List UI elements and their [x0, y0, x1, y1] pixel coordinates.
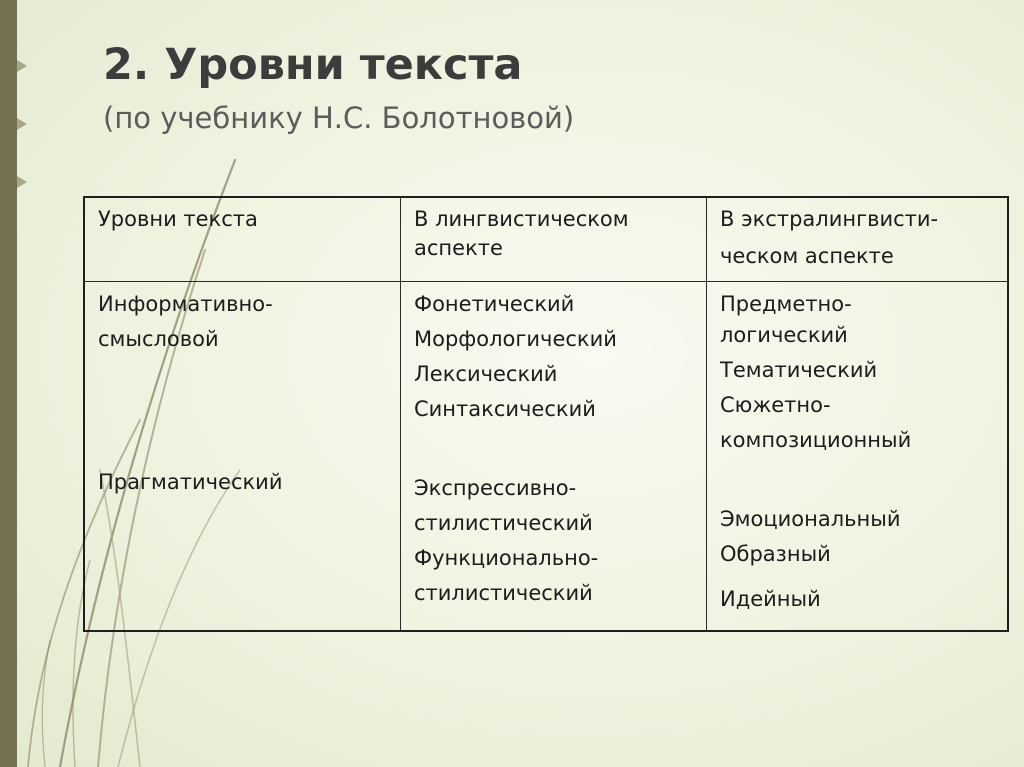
header-cell-levels	[84, 197, 401, 282]
header-cell-linguistic	[401, 197, 707, 282]
levels-cell	[84, 282, 401, 632]
extralinguistic-item-thematic: Тематический	[720, 358, 878, 382]
linguistic-item-functional-line1: Функционально-	[414, 546, 599, 570]
linguistic-aspect-cell	[401, 282, 707, 632]
header-linguistic-line2: аспекте	[414, 236, 503, 260]
table-body-row	[84, 282, 1008, 632]
extralinguistic-item-plot-line1: Сюжетно-	[720, 393, 831, 417]
extralinguistic-item-ideological: Идейный	[720, 587, 821, 611]
extralinguistic-item-subject-line2: логический	[720, 323, 848, 347]
table-header-row	[84, 197, 1008, 282]
linguistic-item-expressive-line2: стилистический	[414, 511, 593, 535]
level-informative-line2: смысловой	[98, 327, 219, 351]
header-levels-label: Уровни текста	[98, 207, 258, 231]
linguistic-item-syntactic: Синтаксический	[414, 397, 596, 421]
extralinguistic-item-subject-line1: Предметно-	[720, 292, 852, 316]
linguistic-item-phonetic: Фонетический	[414, 292, 575, 316]
extralinguistic-item-plot-line2: композиционный	[720, 428, 912, 452]
slide-subtitle: (по учебнику Н.С. Болотновой)	[103, 101, 575, 135]
linguistic-item-morphological: Морфологический	[414, 327, 617, 351]
header-linguistic-line1: В лингвистическом	[414, 207, 629, 231]
linguistic-item-lexical: Лексический	[414, 362, 558, 386]
slide-title: 2. Уровни текста	[103, 40, 523, 90]
linguistic-item-functional-line2: стилистический	[414, 581, 593, 605]
extralinguistic-aspect-cell	[707, 282, 1009, 632]
level-pragmatic: Прагматический	[98, 470, 283, 494]
header-cell-extralinguistic	[707, 197, 1009, 282]
extralinguistic-item-emotional: Эмоциональный	[720, 507, 901, 531]
level-informative-line1: Информативно-	[98, 292, 273, 316]
linguistic-item-expressive-line1: Экспрессивно-	[414, 476, 577, 500]
header-extralinguistic-line2: ческом аспекте	[720, 244, 894, 268]
header-extralinguistic-line1: В экстралингвисти-	[720, 207, 939, 231]
extralinguistic-item-figurative: Образный	[720, 542, 831, 566]
text-levels-table	[83, 196, 1009, 632]
